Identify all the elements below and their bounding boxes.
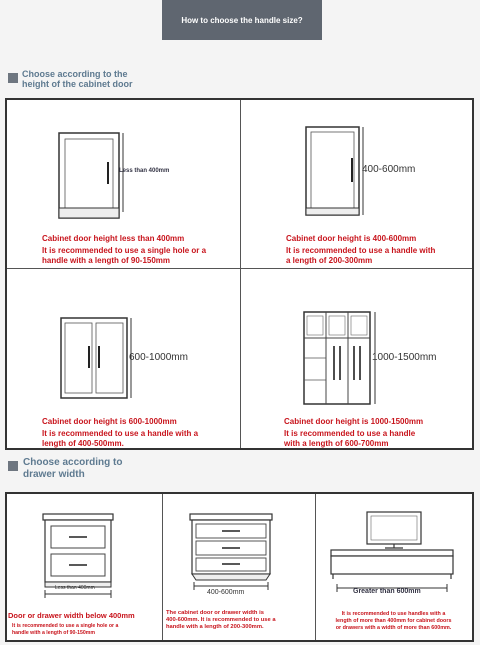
card-desc-line2: length of 400-500mm. [42, 439, 124, 448]
section-width-title-line1: Choose according to [23, 457, 123, 468]
card-desc-line2: 400-600mm. It is recommended to use a [166, 617, 276, 623]
dimension-label: Less than 400mm [55, 585, 95, 591]
section-width-title-line2: drawer width [23, 468, 85, 480]
card-desc-line2: handle with a length of 90-150mm [12, 630, 96, 636]
dimension-label: 600-1000mm [129, 352, 188, 363]
card-desc-line3: or drawers with a width of more than 600mm. [335, 625, 452, 631]
card-desc-line1: It is recommended to use a handle [284, 429, 416, 438]
card-desc-line1: The cabinet door or drawer width is [166, 610, 264, 616]
card-heading: Cabinet door height is 400-600mm [286, 234, 417, 243]
card-heading: Door or drawer width below 400mm [8, 611, 135, 620]
section-width-title [23, 457, 122, 480]
card-desc-line1: It is recommended to use a single hole or a [42, 246, 207, 255]
page-title-banner: How to choose the handle size? [162, 0, 322, 40]
dimension-label: 400-600mm [362, 164, 416, 175]
card-desc-line2: handle with a length of 90-150mm [42, 256, 171, 265]
section-marker-icon [8, 461, 18, 471]
height-card-xlarge [240, 268, 472, 448]
height-card-medium [240, 100, 472, 266]
width-card-large [315, 494, 472, 640]
width-card-small [7, 494, 159, 640]
card-desc-line3: handle with a length of 200-300mm. [166, 624, 264, 630]
section-height-title-line1: Choose according to the [22, 69, 128, 79]
width-card-medium [162, 494, 312, 640]
card-desc-line1: It is recommended to use a handle with a [42, 429, 199, 438]
height-card-large [7, 268, 238, 448]
height-card-small [7, 100, 238, 266]
dimension-label: 400-600mm [207, 589, 245, 596]
card-heading: Cabinet door height is 1000-1500mm [284, 417, 424, 426]
section-marker-icon [8, 73, 18, 83]
dimension-label: Greater than 600mm [353, 588, 421, 595]
card-desc-line2: with a length of 600-700mm [284, 439, 389, 448]
dimension-label: 1000-1500mm [372, 352, 437, 363]
section-height-title-line2: height of the cabinet door [22, 79, 133, 90]
card-heading: Cabinet door height is 600-1000mm [42, 417, 177, 426]
section-height-title [22, 69, 133, 90]
card-desc-line2: a length of 200-300mm [286, 256, 373, 265]
card-desc-line1: It is recommended to use handles with a [341, 611, 446, 617]
card-desc-line1: It is recommended to use a single hole or a [12, 623, 119, 629]
card-desc-line2: length of more than 400mm for cabinet doors [335, 618, 452, 624]
card-desc-line1: It is recommended to use a handle with [286, 246, 436, 255]
dimension-label: Less than 400mm [119, 168, 170, 174]
card-heading: Cabinet door height less than 400mm [42, 234, 185, 243]
